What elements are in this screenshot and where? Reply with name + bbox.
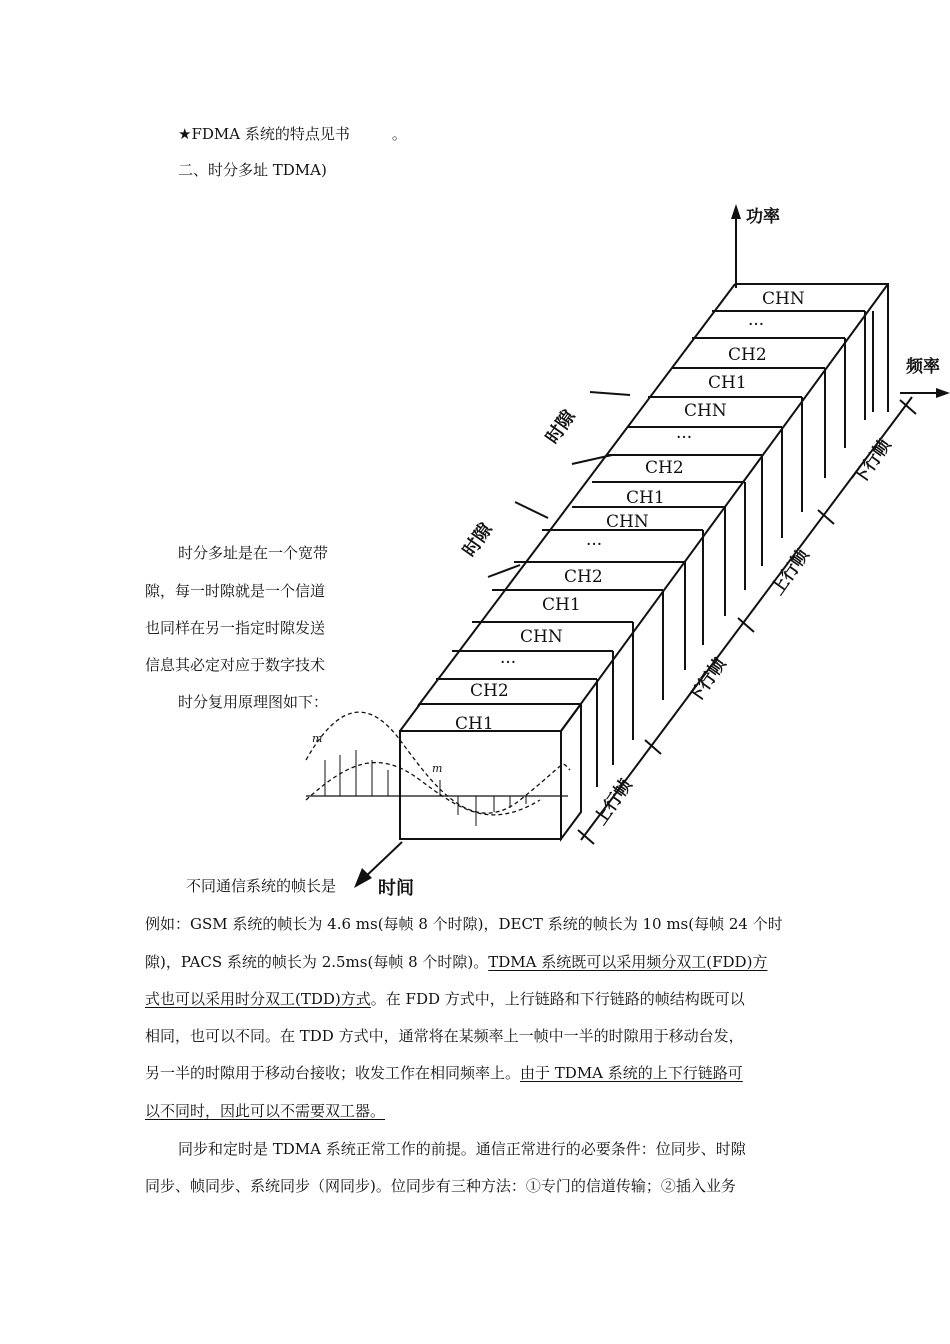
label-ch1-d: CH1 xyxy=(708,373,747,393)
body-line-c-plain: 。在 FDD 方式中，上行链路和下行链路的帧结构既可以 xyxy=(370,990,745,1008)
front-box-top-edge xyxy=(400,704,420,731)
body-line-e-underlined: 由于 TDMA 系统的上下行链路可 xyxy=(520,1064,743,1082)
body-line-f xyxy=(145,1101,385,1121)
time-axis-arrow xyxy=(354,868,372,888)
section-title: 二、时分多址 TDMA) xyxy=(178,161,327,179)
label-ch2-a: CH2 xyxy=(470,681,509,701)
label-chn-b: CHN xyxy=(606,512,649,532)
tdma-diagram-svg xyxy=(300,200,950,900)
block-top-left-edge xyxy=(418,284,735,706)
label-ch1-b: CH1 xyxy=(542,595,581,615)
axis-label-frequency: 频率 xyxy=(906,357,940,377)
left-fragment-4: 信息其必定对应于数字技术 xyxy=(145,656,326,674)
label-ch2-d: CH2 xyxy=(728,345,767,365)
frame-label-up-1: 上行帧 xyxy=(590,775,637,829)
label-ch1-a: CH1 xyxy=(455,714,494,734)
label-ch2-c: CH2 xyxy=(645,458,684,478)
power-axis-arrow xyxy=(731,204,741,219)
left-fragment-1: 时分多址是在一个宽带 xyxy=(178,544,329,562)
fdma-note-text: ★FDMA 系统的特点见书 xyxy=(178,125,350,143)
slot-arrow-top-2 xyxy=(590,392,630,395)
label-dots-d: ··· xyxy=(748,315,765,335)
front-box xyxy=(400,731,561,839)
body-line-b-plain: 隙)，PACS 系统的帧长为 2.5ms(每帧 8 个时隙)。 xyxy=(145,953,489,971)
left-fragment-5: 时分复用原理图如下： xyxy=(178,693,329,711)
body-line-h: 同步、帧同步、系统同步（网同步)。位同步有三种方法：①专门的信道传输；②插入业务 xyxy=(145,1177,736,1195)
body-line-b xyxy=(145,952,767,972)
slot-label-1: 时隙 xyxy=(541,406,580,448)
body-line-g: 同步和定时是 TDMA 系统正常工作的前提。通信正常进行的必要条件：位同步、时隙 xyxy=(178,1140,746,1158)
m-label-2: m xyxy=(432,762,443,775)
body-line-b-underlined: TDMA 系统既可以采用频分双工(FDD)方 xyxy=(488,953,768,971)
fdma-note xyxy=(178,124,407,144)
body-line-c-underlined: 式也可以采用时分双工(TDD)方式 xyxy=(145,990,371,1008)
tdma-diagram xyxy=(300,200,950,900)
frame-label-down-2: 下行帧 xyxy=(849,435,896,489)
slot-arrow-bot-2 xyxy=(572,455,612,464)
frame-label-up-2: 上行帧 xyxy=(767,545,814,599)
body-line-a: 例如：GSM 系统的帧长为 4.6 ms(每帧 8 个时隙)，DECT 系统的帧长为 10 ms(每帧 24 个时 xyxy=(145,915,783,933)
body-line-c xyxy=(145,989,745,1009)
label-chn-c: CHN xyxy=(684,401,727,421)
body-line-f-underlined: 以不同时，因此可以不需要双工器。 xyxy=(145,1102,386,1120)
body-line-e-plain: 另一半的时隙用于移动台接收；收发工作在相同频率上。 xyxy=(145,1064,521,1082)
paragraph-1-fragment: 不同通信系统的帧长是 xyxy=(186,877,337,895)
frequency-axis-arrow xyxy=(936,388,950,398)
axis-label-time: 时间 xyxy=(378,878,414,899)
frame-label-down-1: 下行帧 xyxy=(684,654,731,708)
label-chn-a: CHN xyxy=(520,627,563,647)
body-line-e xyxy=(145,1063,743,1083)
left-fragment-2: 隙，每一时隙就是一个信道 xyxy=(145,582,326,600)
label-dots-a: ··· xyxy=(500,653,517,673)
label-chn-d: CHN xyxy=(762,289,805,309)
slot-arrow-top-1 xyxy=(515,502,548,518)
slot-label-2: 时隙 xyxy=(458,519,497,561)
label-ch1-c: CH1 xyxy=(626,488,665,508)
front-box-side xyxy=(561,704,581,839)
label-dots-b: ··· xyxy=(586,535,603,555)
left-fragment-3: 也同样在另一指定时隙发送 xyxy=(145,619,326,637)
body-line-d: 相同，也可以不同。在 TDD 方式中，通常将在某频率上一帧中一半的时隙用于移动台发， xyxy=(145,1027,744,1045)
fdma-note-end: 。 xyxy=(391,125,407,143)
label-ch2-b: CH2 xyxy=(564,567,603,587)
m-label-1: m xyxy=(312,732,323,745)
axis-label-power: 功率 xyxy=(746,207,780,227)
label-dots-c: ··· xyxy=(676,428,693,448)
